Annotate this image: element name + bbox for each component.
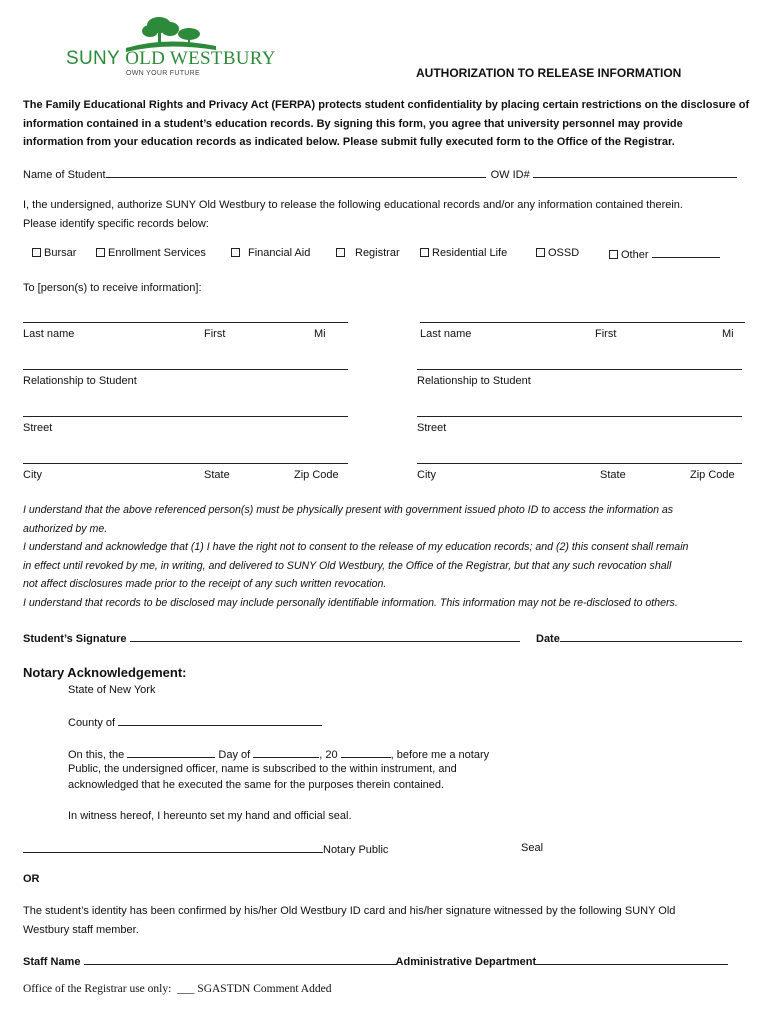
checkbox-icon[interactable] [231,248,240,257]
checkbox-label: OSSD [548,247,580,259]
acknowledgement-line: in effect until revoked by me, in writing, and delivered to SUNY Old Westbury, the Office of the Registrar, but that any such revocation shall [23,559,672,572]
recipient1-city-line[interactable] [23,463,348,464]
acknowledgement-line: authorized by me. [23,522,108,535]
office-use-item: SGASTDN Comment Added [197,983,332,995]
recipient2-city-line[interactable] [417,463,742,464]
recipient2-relationship-line[interactable] [417,369,742,370]
notary-heading: Notary Acknowledgement: [23,665,187,680]
recipient1-state-label: State [204,469,230,481]
checkbox-icon[interactable] [96,248,105,257]
confirmation-paragraph [23,902,675,939]
other-field[interactable] [652,247,720,258]
recipient1-street-line[interactable] [23,416,348,417]
authorize-line: Please identify specific records below: [23,217,209,230]
recipient2-state-label: State [600,469,626,481]
recipient1-relationship-label: Relationship to Student [23,375,137,387]
department-label: Administrative Department [395,956,537,968]
logo-tagline: OWN YOUR FUTURE [126,70,200,77]
staff-name-field[interactable] [84,954,396,965]
recipient2-street-label: Street [417,422,447,434]
checkbox-icon[interactable] [420,248,429,257]
acknowledgement-line: I understand that records to be disclosed may include personally identifiable information. This information may not be re-disclosed to others. [23,596,678,609]
signature-label: Student’s Signature [23,633,127,645]
checkbox-financial-aid[interactable] [231,247,310,259]
recipient1-city-label: City [23,469,42,481]
county-label: County of [68,717,116,729]
county-field[interactable] [118,715,322,726]
on-this-label: On this, the [68,749,125,761]
logo [66,14,276,84]
notary-line3: acknowledged that he executed the same for the purposes therein contained. [68,779,445,791]
office-use-blank[interactable]: ___ [177,983,195,995]
intro-line: The Family Educational Rights and Privacy Act (FERPA) protects student confidentiality by placing certain restrictions on the disclosure of [23,99,750,111]
recipient2-name-line[interactable] [420,322,745,323]
ow-id-field[interactable] [533,167,737,178]
signature-field[interactable] [130,631,520,642]
notary-signature-field[interactable] [23,842,323,853]
logo-suny: SUNY [66,48,120,69]
seal-label: Seal [521,842,544,854]
date-label: Date [536,633,560,645]
recipient2-city-label: City [417,469,436,481]
checkbox-icon[interactable] [32,248,41,257]
acknowledgement-line: I understand and acknowledge that (1) I have the right not to consent to the release of my education records; and (2) this consent shall remain [23,541,689,553]
recipient1-relationship-line[interactable] [23,369,348,370]
recipient-label: To [person(s) to receive information]: [23,282,202,294]
checkbox-bursar[interactable] [32,247,76,259]
before-me-text: , before me a notary [390,749,490,761]
recipient1-zip-label: Zip Code [294,469,339,481]
date-field[interactable] [560,631,742,642]
checkbox-registrar[interactable] [336,247,400,259]
intro-line: information contained in a student’s education records. By signing this form, you agree that university personnel may provide [23,117,683,130]
notary-line2: Public, the undersigned officer, name is subscribed to the within instrument, and [68,763,457,775]
checkbox-label: Enrollment Services [108,247,206,259]
or-separator: OR [23,873,40,885]
checkbox-label: Other [621,249,649,261]
checkbox-label: Residential Life [432,247,508,259]
authorize-line: I, the undersigned, authorize SUNY Old Westbury to release the following educational records and/or any information contained therein. [23,199,683,211]
checkbox-icon[interactable] [536,248,545,257]
notary-state: State of New York [68,684,156,696]
department-field[interactable] [536,954,728,965]
checkbox-other[interactable] [609,247,720,261]
intro-paragraph [23,96,749,152]
recipient2-street-line[interactable] [417,416,742,417]
acknowledgement-paragraph [23,501,688,612]
recipient1-name-line[interactable] [23,322,348,323]
checkbox-label: Financial Aid [248,247,311,259]
notary-witness: In witness hereof, I hereunto set my hand and official seal. [68,810,352,822]
confirmation-line: The student’s identity has been confirmed by his/her Old Westbury ID card and his/her signature witnessed by the following SUNY Old [23,905,676,917]
form-title: AUTHORIZATION TO RELEASE INFORMATION [416,66,682,80]
recipient2-mi-label: Mi [722,328,734,340]
checkbox-enrollment-services[interactable] [96,247,206,259]
checkbox-ossd[interactable] [536,247,579,259]
year-prefix: , 20 [319,749,338,761]
acknowledgement-line: I understand that the above referenced person(s) must be physically present with government issued photo ID to access the information as [23,504,674,516]
day-of-label: Day of [218,749,251,761]
checkbox-label: Registrar [355,247,400,259]
checkbox-residential-life[interactable] [420,247,507,259]
recipient2-last-label: Last name [420,328,472,340]
intro-line: information from your education records as indicated below. Please submit fully executed form to the Office of the Registrar. [23,136,675,148]
student-name-label: Name of Student [23,169,106,181]
recipient1-last-label: Last name [23,328,75,340]
checkbox-icon[interactable] [336,248,345,257]
acknowledgement-line: not affect disclosures made prior to the receipt of any such written revocation. [23,578,387,590]
day-field[interactable] [127,747,215,758]
notary-public-label: Notary Public [323,844,389,856]
month-field[interactable] [253,747,319,758]
recipient2-relationship-label: Relationship to Student [417,375,531,387]
recipient1-street-label: Street [23,422,53,434]
staff-name-label: Staff Name [23,956,81,968]
confirmation-line: Westbury staff member. [23,923,139,936]
recipient2-first-label: First [595,328,617,340]
recipient1-first-label: First [204,328,226,340]
student-name-field[interactable] [106,167,486,178]
year-field[interactable] [341,747,391,758]
ow-id-label: OW ID# [490,169,530,181]
recipient2-zip-label: Zip Code [690,469,735,481]
authorize-paragraph [23,196,683,233]
office-use-label: Office of the Registrar use only: [23,983,172,995]
logo-old-westbury: OLD WESTBURY [125,48,276,69]
recipient1-mi-label: Mi [314,328,326,340]
checkbox-label: Bursar [44,247,77,259]
checkbox-icon[interactable] [609,250,618,259]
